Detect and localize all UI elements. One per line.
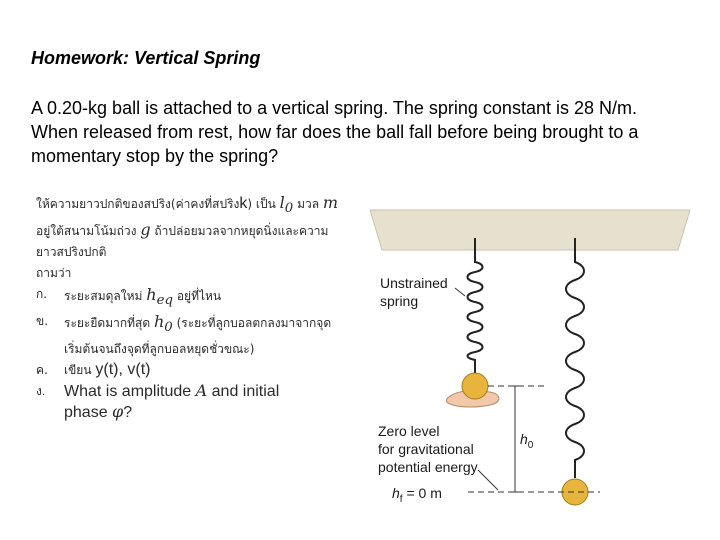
h0-label: $h_0$: [520, 431, 534, 451]
item-text: (ระยะที่ลูกบอลตกลงมาจากจุดเริ่มต้นจนถึงจุดที่ลูกบอลหยุดชั่วขณะ): [64, 316, 332, 356]
notes-ask: ถามว่า: [36, 266, 72, 281]
spring-right: [566, 238, 584, 478]
var-heq: $h_{eq}$: [146, 285, 173, 309]
item-text: ระยะยืดมากที่สุด: [64, 316, 151, 331]
slide-title: Homework: Vertical Spring: [31, 48, 261, 68]
var-l0: $l_0$: [279, 193, 294, 217]
item-eng: and initial phase: [64, 382, 280, 421]
spring-figure: [360, 200, 700, 520]
item-tail: ?: [123, 403, 133, 421]
notes-intro-b: ) เป็น: [247, 197, 276, 211]
item-text: อยู่ที่ไหน: [176, 289, 222, 304]
item-label: ค.: [36, 362, 48, 377]
item-eng: y(t), v(t): [95, 360, 151, 378]
notes-item-b: [36, 311, 346, 359]
notes-item-d: [36, 381, 314, 423]
var-phi: φ: [112, 401, 124, 421]
hf-label: $h_f = 0$ m: [392, 485, 442, 505]
unstrained-label: Unstrained spring: [380, 275, 448, 309]
var-A: A: [195, 380, 208, 400]
zero-level-pointer: [478, 470, 498, 490]
notes-intro: [36, 192, 346, 263]
notes-item-c: [36, 360, 346, 381]
unstrained-pointer: [455, 288, 465, 296]
var-m: m: [322, 193, 339, 212]
notes-intro-d: อยู่ใต้สนามโน้มถ่วง: [36, 224, 137, 239]
item-text: เขียน: [64, 362, 92, 377]
ceiling: [370, 210, 690, 250]
var-h0: $h_0$: [153, 312, 173, 336]
thai-notes: [36, 192, 346, 423]
item-label: ก.: [36, 287, 48, 302]
ball-left: [462, 373, 488, 399]
zero-level-label: Zero level for gravitational potential energy: [378, 423, 478, 475]
item-label: ข.: [36, 314, 49, 329]
notes-intro-c: มวล: [297, 197, 320, 211]
problem-text: A 0.20-kg ball is attached to a vertical spring. The spring constant is 28 N/m. When released from rest, how far does the ball fall before being brought to a momentary stop by the spring?: [31, 98, 639, 166]
notes-item-a: [36, 284, 346, 311]
item-text: ระยะสมดุลใหม่: [64, 289, 143, 304]
notes-intro-a: ให้ความยาวปกติของสปริง(ค่าคงที่สปริง: [36, 197, 240, 211]
ball-right: [562, 479, 588, 505]
item-eng: What is amplitude: [64, 382, 192, 400]
notes-intro-e: ถ้าปล่อยมวลจากหยุดนิ่งและความยาวสปริงปกติ: [36, 224, 329, 260]
item-label: ง.: [36, 383, 46, 398]
var-g: g: [140, 220, 151, 240]
spring-left: [468, 238, 483, 376]
notes-intro-k: k: [239, 195, 248, 212]
